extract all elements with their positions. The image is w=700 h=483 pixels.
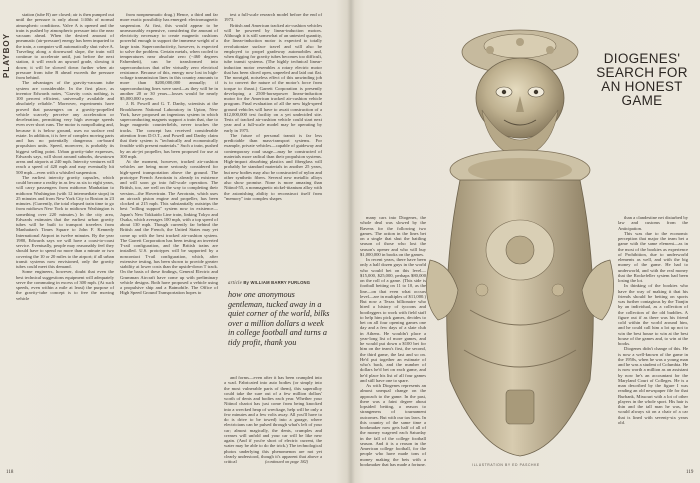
paragraph: As with Diogenes represents an almost unequal change on the approach to the game. In the past, there was a faint degree about lopsided betting, a reason to strangeness of tournament outcomes. But with our tax laws. In this country of the same time a bookmaker now gets half of all of the money wagered each Saturday in the fall of the college football season. And it is a reason in the American college football, for the people who have made tons of money making the bets with a bookmaker that has made a fortune. [360,383,426,467]
paragraph: At the moment, however, tracked air-cushion vehicles are being more seriously considered for high-speed transportation above the ground. The prototype French Aerotrain is already in existence and will soon go into full-scale operation. The British, too, are well on the way to completing their version—the Hovertrain. The Aerotrain, which uses an aircraft piston engine and propeller, has been clocked at 215 mph. This substantially outstrips the best "rolling support" system now in existence—Japan's New Tokkaido Line train, linking Tokyo and Osaka, which averages 100 mph, with a top speed of about 130 mph. Though currently far behind the British and the French, the United States may yet come up with the best tracked air-cushion system. The Garrett Corporation has been testing an inverted T-rail configuration, and the British trains are installed. U.S. prototypes will be supported by a noncontact T-rail configuration, which, after extensive testing, has been shown to provide greater stability at lower costs than the upside-down T track. On the basis of these findings, General Electric and Grumman Aircraft have come up with preliminary vehicle designs. Both have proposed a vehicle using a propulsive ship and a Batmobile. The Office of High Speed Ground Transportation hopes to [120,159,218,296]
illustration-credit: ILLUSTRATION BY ED PASCHKE [472,463,540,467]
article-title: DIOGENES' SEARCH FOR AN HONEST GAME [596,51,688,108]
article-dek: how one anonymous gentleman, tucked away in a quiet corner of the world, bilks over a million dollars a week in college football and turns a tidy profit, thank you [228,290,330,347]
paragraph: and forms—even after it has been crumpled into a wad. Fabricated into auto bodies (or simply into the most vulnerable parts of them), this superalloy could take the sure out of a few million dollars' worth of dents and bodies each year. Whether your Nitinol chariot has just come from being knocked into a wrecked heap of wreckage, help will be only a few minutes and a few volts away. All you'll have to do is drive to be towed) into a garage, where electricians can be pulsed through what's left of your car; almost magically, the dents, crumples and creases will unfold and your car will be like new again. (And if you're short of electric current, the water may be able to do the trick.) The technological photos underlying this phenomenon are not yet clearly understood, though it's apparent that above a critical [224,375,322,464]
paragraph: from nonpneumatic drag.) Hence, a third and far more exotic possibility has emerged: electromagnetic suspension. At first, this would appear to be unreasonably expensive, considering the amount of electricity necessary to create magnetic cushions powerful enough to support the immense weight of a large train. Superconductivity, however, is expected to solve the problem. Certain metals, when cooled to temperatures near absolute zero (−460 degrees Fahrenheit), can be transformed into superconductors that offer virtually zero electrical resistance. Because of this, energy now lost in high-voltage transmission lines in this country amounts to more than $200,000,000 annually; if superconducting lines were used—as they will be in another 20 or 30 years—losses would be nearly $5,000,000 a year. [120,12,219,101]
paragraph: Some engineers, however, doubt that even the best technical suggestions equipment will adequately serve the commuting in excess of 300 mph. (At such speeds, even within a mile at least) the purpose of the gravity-tube concept is to free the moving vehicle [16,269,114,301]
page-number-left: 118 [6,470,14,475]
paragraph: In recent years, there have been only a half dozen guys in the world who would bet on this level—$15,000, $25,000, perhaps $80,000 on the roll of a game. (This side is football betting on 11 to 10, as the line—on that even what occurs level—are in multiples of $11,000.) But now a Texas billionaire who hired a history of tycoons and bootleggers to work with field staff to help him pick games, decides to bet on all four opening games one day and a few days of a slate club in Athens. He wouldn't place a year-long list of more games, and he would put down a $100 bet for him on the team's first, the second, the third game, the last and so on. He'd put together an estimate of who's back, and the number of dollars he'd bet on each game, and he'd place his list of all four games and still have one to spare. [360,257,426,383]
paragraph: British and American tracked air-cushion vehicles will be powered by linear-induction motors. Although it is still somewhat of an untested quantity, the linear-induction motor is expected to totally revolutionize surface travel and will also be employed to propel gradeway automobiles and, when digging for gravity tubes becomes too difficult, tube transit systems. (The highly technical linear-induction motor resembles a rotary electric motor that has been sliced open, unpeeled and laid out flat. The nonrigid, noiseless effect of this unwinding job is to convert the nature of the motor's force from torque to thrust.) Garrett Corporation is presently developing a 2500-horsepower linear-induction motor for the American tracked air-cushion vehicle program. Final evaluation of all the new high-speed ground vehicles will have to await construction of a $12,000,000 test facility on a yet undecided site. Tests of tracked air-cushion vehicle could start next year and a full-scale model may be operating by early in 1975. [224,22,322,133]
figure-body [447,180,594,456]
continued-line: (continued on page 182) [265,459,309,464]
column-5 [618,215,688,465]
paragraph: The future of personal transit is far less predictable than mass-transport systems. For example, private vehicles—capable of guideway and contemporary road usage—may be constructed of materials more radical than their propulsion systems. High-impact absorbing plastics and fiberglass will probably be standard materials in another 25 years, but new bodies may also be constructed of nylon and other synthetic fibers. Several new metallic alloys also show promise. None is more amazing than Nitinol-55, a nonmagnetic nickel-titanium alloy with the astonishing ability to reconstruct itself from "memory" into complex shapes [224,132,322,201]
paragraph: This was due to the economic perception that major the team bet a game with the same element—as in the most of the bookies as experience of Prohibition, due to underworld elements as well, and with the big money of the game. He had to underworld, and with the real money that the Rockefeller system had been losing the lot. [618,230,688,283]
byline [228,280,328,286]
column-3 [224,12,322,277]
column-1 [16,12,114,462]
page-number-right: 119 [686,470,694,475]
page-gutter [347,0,355,483]
paragraph: many cars into Diogenes, the whole deal was slowed by the Ravens for the following two games. The action in the lines bet on a single that shut the battling season of those who lost the season's opener and who will buy $1,000,000 in books on the games. [360,215,426,257]
paragraph: test a full-scale research model before the end of 1973. [224,12,322,23]
paragraph: The earliest intercity gravity capsules, which could become a reality in as few as six to eight years, will carry passengers from midtown Manhattan to midtown Washington (with 12 intermediate stops) in 25 minutes and from New York City to Boston in 23 minutes. (Currently, the total elapsed train time to go from midtown New York to midtown Washington is something over 220 minutes.) In the city area, Edwards estimates that the earliest urban gravity tubes will be built to transport travelers from Manhattan's Times Square to John F. Kennedy International Airport in twelve minutes. By the year 1980, Edwards says we will have a coast-to-coast service. Eventually, people may reasonably feel they should have to spend no more than a minute or two covering the 10 or 20 miles to the airport; if all urban transit systems now envisioned, only the gravity tubes could meet this demand. [16,174,114,269]
paragraph: than a clandestine net disturbed by law and customs from the Anticipation. [618,215,688,231]
column-4 [360,215,426,467]
paragraph: Diogenes didn't change of this. He is now a well-known of the game in the 1950s, when he was a young man and he was a student of Columbia. He is now worth a million as an assistant by now he's an accountant for the Maryland Court of Colleges. He is a man described by the figure I was reading an old newspaper file for that Burbank, Missouri with a lot of other players in the whole sport. His hair is thin and the tall man he was, he would always sit on a chair of a car that is lined with seventy-six years old. [618,346,688,425]
column-3-bottom [224,375,322,465]
paragraph: In thinking of the bookies who have the way of making it that his friends should be betting on sports was further contagious by the Tianjin by an individual, as a collection of the collection of the old buddies. A figure out if as there was his friend cold within the world around him, and he could call him a lot up not to win the best house to win at the best house of the games and, to win at the books. [618,283,688,346]
paragraph: station (tube B) are closed; air is then pumped out until the pressure is only about 1/40th of normal atmospheric conditions. Valve A is opened and the train is pushed by atmospheric pressure into the near vacuum ahead. When the desired amount of pneumatic (air-pressure) energy has been imparted to the train, a computer will automatically shut valve A. Traveling along a downward slope, the train will continue to accelerate until, just before the next station, it will reach an upward grade, slowing it down; it will be slowed down further when air pressure from tube B ahead exceeds the pressure from behind. [16,12,114,80]
figure-head [476,58,564,158]
paragraph: The advantages of the gravity-vacuum tube system are considerable. In the first place, as inventor Edwards notes, "Gravity costs nothing, is 100 percent efficient, universally available and absolutely reliable." Moreover, experiments have proved that passengers on a gravity-propelled vehicle scarcely perceive any acceleration or deceleration, permitting very high average speeds even over short runs. The motor is nonpolluting and, because it is below ground, uses no surface real estate. In addition, it is free of complex moving parts and has no potentially dangerous on-board propulsion units. Speed, moreover, is probably its biggest selling point. Urban gravity-tube expresses, Edwards says, will shoot around suburbs, downtown areas and airports at 240 mph. Intercity ventures will reach a speed of 420 mph and may eventually hit 500 mph—even with a whistled suspension. [16,80,114,175]
magazine-name: PLAYBOY [2,33,11,78]
column-2 [120,12,218,462]
byline-prefix: article [228,281,242,286]
paragraph: J. R. Powell and G. T. Danby, scientists at the Brookhaven National Laboratory in Upton, New York, have proposed an ingenious system in which superconducting magnets support a train that, due to huge magnetic counterfields, never touches the tracks. The concept has received considerable attention from D.O.T., and Powell and Danby claim that their system is "technically and economically feasible with present materials." Such a train, pushed by an air-jet propeller, has been proposed for use at 300 mph. [120,101,218,159]
byline-author: By WILLIAM BARRY FURLONG [243,280,311,285]
